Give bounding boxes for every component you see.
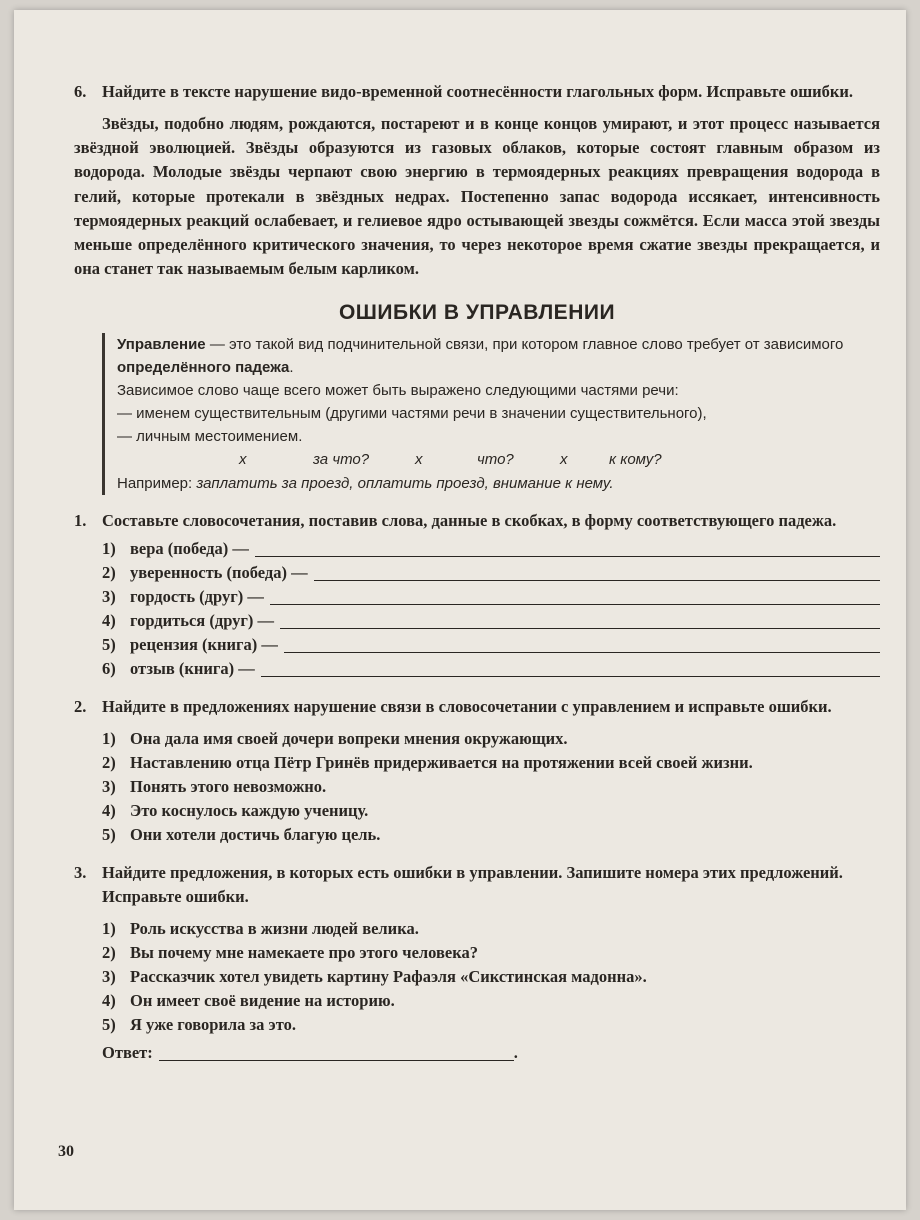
example-text: заплатить за проезд, оплатить проезд, внимание к нему.: [196, 475, 614, 493]
item-number: 3): [102, 967, 116, 987]
task-6-heading: [74, 80, 880, 104]
item-text: Роль искусства в жизни людей велика.: [130, 919, 419, 939]
task-3-items: [102, 917, 880, 1037]
sentence-item: [102, 823, 880, 847]
item-text: Это коснулось каждую ученицу.: [130, 801, 369, 821]
item-text: отзыв (книга) —: [130, 659, 255, 679]
item-number: 1): [102, 539, 116, 559]
sentence-item: [102, 965, 880, 989]
page-number: 30: [58, 1143, 74, 1160]
example-label: Например:: [117, 475, 197, 493]
task-2-heading: [74, 695, 880, 719]
item-text: Понять этого невозможно.: [130, 777, 327, 797]
answer-period: .: [513, 1043, 518, 1063]
item-number: 6): [102, 659, 116, 679]
sentence-item: [102, 941, 880, 965]
item-text: уверенность (победа) —: [130, 563, 308, 583]
rule-line-1: Зависимое слово чаще всего может быть выражено следующими частями речи:: [117, 382, 679, 400]
fill-item: [102, 633, 880, 657]
scheme-question-2: что?: [477, 451, 514, 469]
item-number: 1): [102, 729, 116, 749]
task-number: 3.: [74, 863, 87, 883]
item-text: Они хотели достичь благую цель.: [130, 825, 381, 845]
sentence-item: [102, 751, 880, 775]
definition-case: определённого падежа: [117, 359, 290, 377]
sentence-item: [102, 727, 880, 751]
item-number: 3): [102, 777, 116, 797]
section-title: ОШИБКИ В УПРАВЛЕНИИ: [338, 301, 616, 325]
task-1-items: [102, 537, 880, 681]
item-number: 2): [102, 753, 116, 773]
task-2-items: [102, 727, 880, 847]
task-number: 1.: [74, 511, 87, 531]
answer-line[interactable]: [159, 1044, 514, 1061]
item-text: гордость (друг) —: [130, 587, 264, 607]
scheme-question-1: за что?: [313, 451, 370, 469]
item-number: 3): [102, 587, 116, 607]
scheme-question-3: к кому?: [609, 451, 662, 469]
answer-line[interactable]: [255, 540, 880, 557]
item-text: рецензия (книга) —: [130, 635, 278, 655]
item-text: гордиться (друг) —: [130, 611, 275, 631]
sentence-item: [102, 917, 880, 941]
task-prompt: Найдите в предложениях нарушение связи в словосочетании с управлением и исправьте ошибки.: [102, 697, 832, 717]
item-text: вера (победа) —: [130, 539, 249, 559]
fill-item: [102, 561, 880, 585]
workbook-page: [14, 10, 906, 1210]
sentence-item: [102, 989, 880, 1013]
fill-item: [102, 585, 880, 609]
scheme-x-2: x: [415, 451, 423, 469]
item-text: Рассказчик хотел увидеть картину Рафаэля «Сикстинская мадонна».: [130, 967, 647, 987]
definition-text: — это такой вид подчинительной связи, при котором главное слово требует от зависимого: [205, 336, 844, 354]
item-text: Наставлению отца Пётр Гринёв придерживается на протяжении всей своей жизни.: [130, 753, 753, 773]
answer-line[interactable]: [261, 660, 880, 677]
item-text: Я уже говорила за это.: [130, 1015, 296, 1035]
sentence-item: [102, 799, 880, 823]
task-number: 6.: [74, 82, 87, 101]
task-1-heading: [74, 509, 880, 533]
answer-line[interactable]: [270, 588, 880, 605]
sentence-item: [102, 1013, 880, 1037]
scheme-x-1: x: [239, 451, 247, 469]
item-number: 2): [102, 563, 116, 583]
item-number: 5): [102, 1015, 116, 1035]
answer-label: Ответ:: [102, 1043, 153, 1063]
task-prompt: Найдите предложения, в которых есть ошибки в управлении. Запишите номера этих предложений. Исправьте ошибки.: [102, 863, 843, 907]
answer-row: [102, 1041, 880, 1065]
government-scheme: [117, 448, 874, 472]
item-number: 5): [102, 635, 116, 655]
task-prompt: Найдите в тексте нарушение видо-временной соотнесённости глагольных форм. Исправьте ошибки.: [102, 82, 854, 101]
fill-item: [102, 657, 880, 681]
answer-line[interactable]: [284, 636, 880, 653]
item-text: Вы почему мне намекаете про этого человека?: [130, 943, 478, 963]
task-prompt: Составьте словосочетания, поставив слова, данные в скобках, в форму соответствующего падежа.: [102, 511, 837, 531]
item-number: 4): [102, 611, 116, 631]
fill-item: [102, 537, 880, 561]
page-content: [74, 80, 880, 1065]
item-number: 1): [102, 919, 116, 939]
item-number: 4): [102, 801, 116, 821]
task-number: 2.: [74, 697, 87, 717]
definition-end: .: [289, 359, 294, 377]
rule-line-3: — личным местоимением.: [117, 428, 303, 446]
definition-term: Управление: [117, 336, 206, 354]
item-number: 5): [102, 825, 116, 845]
fill-item: [102, 609, 880, 633]
task-3-heading: [74, 861, 880, 909]
sentence-item: [102, 775, 880, 799]
answer-line[interactable]: [280, 612, 880, 629]
item-number: 2): [102, 943, 116, 963]
rule-line-2: — именем существительным (другими частями речи в значении существительного),: [117, 405, 707, 423]
rule-box: [102, 333, 880, 495]
scheme-x-3: x: [560, 451, 568, 469]
answer-line[interactable]: [314, 564, 880, 581]
definition: [117, 333, 874, 379]
item-text: Она дала имя своей дочери вопреки мнения окружающих.: [130, 729, 568, 749]
example-line: [117, 472, 874, 495]
item-text: Он имеет своё видение на историю.: [130, 991, 395, 1011]
item-number: 4): [102, 991, 116, 1011]
task-6-text: Звёзды, подобно людям, рождаются, постареют и в конце концов умирают, и этот процесс называется звёздной эволюцией. Звёзды образуются из газовых облаков, которые состоят главным образом из водорода. Молодые звёзды черпают свою энергию в термоядерных реакциях превращения водорода в гелий, которые протекали в звёздных недрах. Постепенно запас водорода иссякает, интенсивность термоядерных реакций ослабевает, и гелиевое ядро остывающей звезды сожмётся. Если масса этой звезды меньше определённого критического значения, то через некоторое время сжатие звезды прекращается, и она станет так называемым белым карликом.: [74, 114, 880, 279]
